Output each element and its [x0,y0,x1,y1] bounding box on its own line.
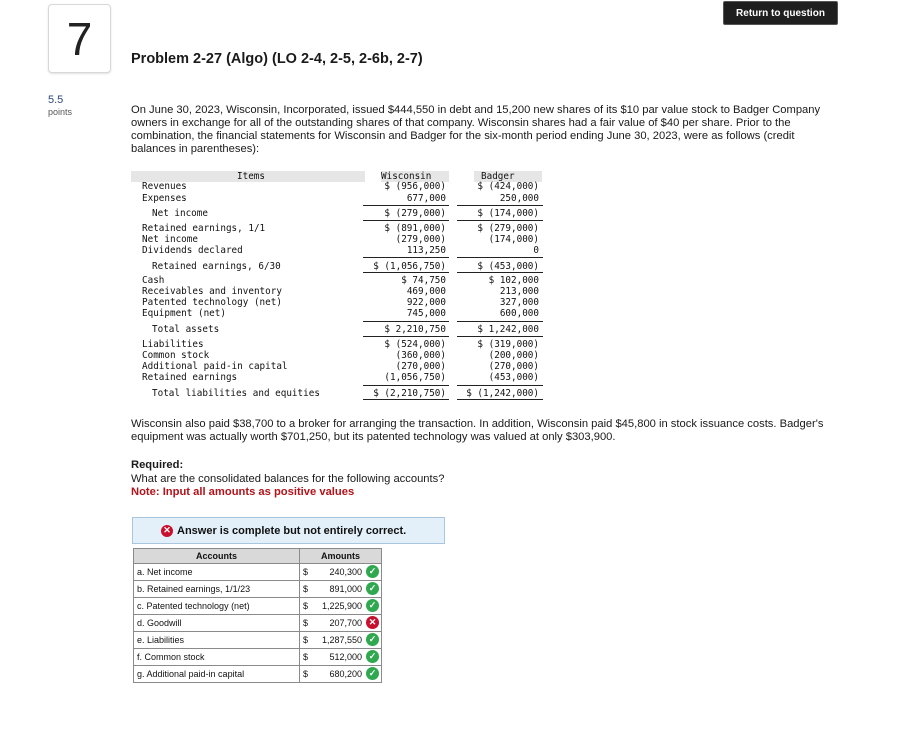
answer-row [134,666,382,683]
answer-row [134,598,382,615]
answer-account-label: g. Additional paid-in capital [134,666,300,683]
statement-row-label: Net income [142,234,198,245]
statement-badger-value: 327,000 [499,297,539,308]
answer-account-label: a. Net income [134,564,300,581]
check-icon: ✓ [366,565,379,578]
statement-badger-value: $ (424,000) [477,181,539,192]
statement-rule [457,336,543,337]
statement-badger-value: $ 1,242,000 [477,324,539,335]
question-number: 7 [48,4,111,73]
statement-badger-value: 213,000 [499,286,539,297]
answer-account-label: c. Patented technology (net) [134,598,300,615]
answer-row [134,649,382,666]
answer-amount-value: 1,225,900 [321,601,362,611]
header-wisconsin: Wisconsin [381,171,432,182]
answer-amount-field[interactable] [300,581,382,598]
answer-row [134,581,382,598]
statement-row-label: Dividends declared [142,245,243,256]
statement-badger-value: $ 102,000 [488,275,539,286]
answer-amount-value: 240,300 [329,567,362,577]
statement-row-label: Patented technology (net) [142,297,282,308]
currency-symbol: $ [303,669,309,679]
statement-wisconsin-value: (270,000) [395,361,446,372]
currency-symbol: $ [303,652,309,662]
statement-wisconsin-value: $ (279,000) [384,208,446,219]
answer-row [134,615,382,632]
accounts-header: Accounts [134,549,300,564]
answer-account-label: b. Retained earnings, 1/1/23 [134,581,300,598]
answer-amount-field[interactable] [300,632,382,649]
statement-wisconsin-value: $ (1,056,750) [373,261,446,272]
currency-symbol: $ [303,567,309,577]
statement-row-label: Common stock [142,350,210,361]
statement-badger-value: $ (453,000) [477,261,539,272]
currency-symbol: $ [303,584,309,594]
statement-rule [363,336,449,337]
statement-row-label: Net income [152,208,208,219]
statement-row-label: Cash [142,275,165,286]
statement-wisconsin-value: 745,000 [406,308,446,319]
statement-badger-value: (270,000) [488,361,539,372]
statement-wisconsin-value: $ (956,000) [384,181,446,192]
statement-badger-value: $ (174,000) [477,208,539,219]
statement-badger-value: (174,000) [488,234,539,245]
result-banner-text: Answer is complete but not entirely correct. [177,524,407,537]
statement-row-label: Retained earnings, 6/30 [152,261,281,272]
statement-wisconsin-value: $ (2,210,750) [373,388,446,399]
statement-row-label: Total liabilities and equities [152,388,320,399]
answer-account-label: f. Common stock [134,649,300,666]
statement-wisconsin-value: $ 2,210,750 [384,324,446,335]
header-items: Items [237,171,265,182]
header-badger: Badger [481,171,515,182]
required-note: Note: Input all amounts as positive values [131,486,355,498]
answer-account-label: d. Goodwill [134,615,300,632]
statement-wisconsin-value: 469,000 [406,286,446,297]
answer-amount-value: 680,200 [329,669,362,679]
statement-badger-value: (453,000) [488,372,539,383]
statement-rule [363,272,449,273]
statement-rule [457,272,543,273]
statement-wisconsin-value: $ (891,000) [384,223,446,234]
answer-amount-field[interactable] [300,564,382,581]
statement-wisconsin-value: (1,056,750) [384,372,446,383]
statement-row-label: Expenses [142,193,187,204]
statement-rule [363,399,449,400]
answer-amount-value: 207,700 [329,618,362,628]
problem-title: Problem 2-27 (Algo) (LO 2-4, 2-5, 2-6b, 2-7) [131,51,423,67]
amounts-header: Amounts [300,549,382,564]
statement-rule [457,205,543,206]
statement-row-label: Additional paid-in capital [142,361,288,372]
answer-row [134,564,382,581]
result-banner [132,517,445,544]
statement-row-label: Liabilities [142,339,204,350]
answer-amount-field[interactable] [300,666,382,683]
required-heading: Required: [131,459,184,471]
statement-row-label: Retained earnings [142,372,238,383]
answer-row [134,632,382,649]
statement-row-label: Total assets [152,324,220,335]
statement-badger-value: $ (1,242,000) [466,388,539,399]
points-value: 5.5 [48,94,64,106]
financial-statements-table [131,170,545,402]
check-icon: ✓ [366,633,379,646]
statement-row-label: Revenues [142,181,187,192]
points-label: points [48,107,73,117]
currency-symbol: $ [303,618,309,628]
statement-rule [363,257,449,258]
additional-info-paragraph: Wisconsin also paid $38,700 to a broker for arranging the transaction. In addition, Wisconsin paid $45,800 in stock issuance costs. Badger's equipment was actually worth $701,250, but its patented technology was valued at only $303,900. [131,418,824,444]
statement-badger-value: $ (279,000) [477,223,539,234]
answer-amount-value: 891,000 [329,584,362,594]
answer-amount-field[interactable] [300,649,382,666]
check-icon: ✓ [366,599,379,612]
statement-rule [457,321,543,322]
statement-rule [457,385,543,386]
answer-amount-field[interactable] [300,598,382,615]
statement-row-label: Equipment (net) [142,308,226,319]
statement-badger-value: 600,000 [499,308,539,319]
answer-account-label: e. Liabilities [134,632,300,649]
statement-row-label: Receivables and inventory [142,286,282,297]
statement-rule [363,220,449,221]
answer-amount-field[interactable] [300,615,382,632]
currency-symbol: $ [303,601,309,611]
statement-badger-value: (200,000) [488,350,539,361]
statement-wisconsin-value: (279,000) [395,234,446,245]
statement-wisconsin-value: $ (524,000) [384,339,446,350]
statement-badger-value: 250,000 [499,193,539,204]
currency-symbol: $ [303,635,309,645]
incorrect-icon: ✕ [161,525,173,537]
answer-amount-value: 512,000 [329,652,362,662]
statement-wisconsin-value: $ 74,750 [401,275,446,286]
statement-rule [457,220,543,221]
incorrect-icon: ✕ [366,616,379,629]
check-icon: ✓ [366,582,379,595]
intro-paragraph: On June 30, 2023, Wisconsin, Incorporated, issued $444,550 in debt and 15,200 new shares of its $10 par value stock to Badger Company owners in exchange for all of the outstanding shares of that company. Wisconsin shares had a fair value of $40 per share. Prior to the combination, the financial statements for Wisconsin and Badger for the six-month period ending June 30, 2023, were as follows (credit balances in parentheses): [131,104,821,156]
answer-table [133,548,382,683]
statement-rule [363,385,449,386]
statement-badger-value: 0 [533,245,539,256]
statement-rule [363,321,449,322]
statement-rule [457,399,543,400]
statement-wisconsin-value: 677,000 [406,193,446,204]
check-icon: ✓ [366,667,379,680]
statement-wisconsin-value: (360,000) [395,350,446,361]
statement-wisconsin-value: 113,250 [406,245,446,256]
statement-row-label: Retained earnings, 1/1 [142,223,266,234]
check-icon: ✓ [366,650,379,663]
statement-rule [457,257,543,258]
statement-wisconsin-value: 922,000 [406,297,446,308]
statement-badger-value: $ (319,000) [477,339,539,350]
required-question: What are the consolidated balances for the following accounts? [131,473,445,485]
answer-amount-value: 1,287,550 [321,635,362,645]
return-to-question-button[interactable]: Return to question [723,1,838,25]
statement-rule [363,205,449,206]
